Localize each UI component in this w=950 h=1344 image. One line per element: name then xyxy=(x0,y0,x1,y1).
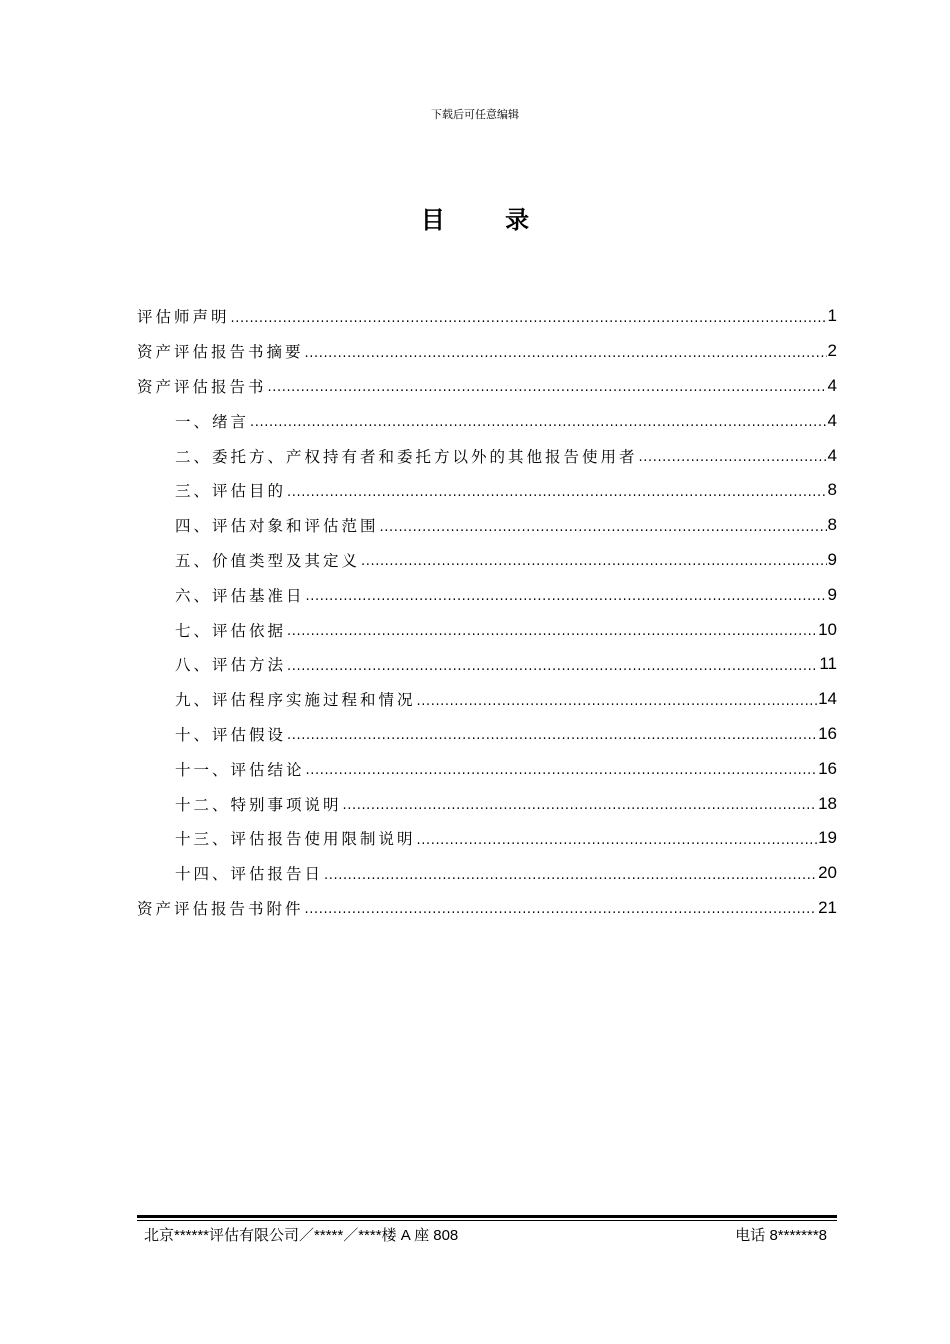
toc-entry-attachments[interactable] xyxy=(137,891,837,926)
toc-entry-methods[interactable] xyxy=(137,647,837,682)
toc-dot-leader xyxy=(287,624,817,639)
toc-entry-report[interactable] xyxy=(137,369,837,404)
toc-entry-page: 16 xyxy=(818,723,837,743)
toc-entry-page: 8 xyxy=(827,480,837,500)
toc-entry-label: 十、评估假设 xyxy=(175,725,287,744)
toc-entry-label: 资产评估报告书摘要 xyxy=(137,343,304,362)
toc-entry-assumptions[interactable] xyxy=(137,717,837,752)
toc-dot-leader xyxy=(343,798,818,813)
toc-entry-label: 十三、评估报告使用限制说明 xyxy=(175,830,416,849)
footer-company-address: 北京******评估有限公司／*****／****楼 A 座 808 xyxy=(144,1227,459,1244)
toc-entry-label: 三、评估目的 xyxy=(175,482,287,501)
toc-entry-label: 十一、评估结论 xyxy=(175,760,305,779)
toc-entry-base-date[interactable] xyxy=(137,577,837,612)
toc-entry-usage-limits[interactable] xyxy=(137,821,837,856)
toc-entry-page: 16 xyxy=(818,758,837,778)
toc-dot-leader xyxy=(250,415,827,430)
toc-entry-label: 四、评估对象和评估范围 xyxy=(175,517,379,536)
toc-entry-page: 8 xyxy=(827,515,837,535)
toc-entry-evaluator-statement[interactable] xyxy=(137,299,837,334)
toc-entry-page: 9 xyxy=(827,549,837,569)
toc-entry-page: 9 xyxy=(827,584,837,604)
toc-dot-leader xyxy=(324,868,817,883)
toc-dot-leader xyxy=(380,520,827,535)
toc-entry-page: 4 xyxy=(827,375,837,395)
toc-entry-procedure[interactable] xyxy=(137,682,837,717)
toc-dot-leader xyxy=(268,380,827,395)
toc-entry-label: 一、绪言 xyxy=(175,412,250,431)
toc-dot-leader xyxy=(305,902,818,917)
toc-entry-report-date[interactable] xyxy=(137,856,837,891)
toc-entry-label: 资产评估报告书附件 xyxy=(137,899,304,918)
toc-entry-label: 资产评估报告书 xyxy=(137,377,267,396)
toc-entry-page: 18 xyxy=(818,793,837,813)
toc-entry-basis[interactable] xyxy=(137,612,837,647)
footer-phone: 电话 8*******8 xyxy=(735,1227,827,1244)
toc-dot-leader xyxy=(287,728,817,743)
toc-entry-page: 14 xyxy=(818,689,837,709)
toc-entry-conclusion[interactable] xyxy=(137,751,837,786)
toc-dot-leader xyxy=(417,833,818,848)
toc-entry-label: 九、评估程序实施过程和情况 xyxy=(175,691,416,710)
toc-entry-label: 二、委托方、产权持有者和委托方以外的其他报告使用者 xyxy=(175,447,638,466)
toc-dot-leader xyxy=(305,346,827,361)
toc-dot-leader xyxy=(639,450,827,465)
toc-entry-page: 19 xyxy=(818,828,837,848)
toc-entry-label: 六、评估基准日 xyxy=(175,586,305,605)
toc-entry-page: 4 xyxy=(827,445,837,465)
toc-entry-page: 20 xyxy=(818,863,837,883)
toc-entry-introduction[interactable] xyxy=(137,403,837,438)
toc-entry-label: 七、评估依据 xyxy=(175,621,287,640)
toc-entry-value-type[interactable] xyxy=(137,543,837,578)
toc-entry-page: 11 xyxy=(819,654,837,674)
toc-entry-label: 评估师声明 xyxy=(137,308,230,327)
toc-dot-leader xyxy=(287,485,827,500)
toc-entry-page: 2 xyxy=(827,341,837,361)
toc-entry-report-summary[interactable] xyxy=(137,334,837,369)
toc-entry-label: 十四、评估报告日 xyxy=(175,865,324,884)
table-of-contents xyxy=(137,299,837,925)
toc-entry-label: 五、价值类型及其定义 xyxy=(175,551,361,570)
toc-entry-page: 21 xyxy=(818,897,837,917)
toc-dot-leader xyxy=(231,311,827,326)
page-title: 目 录 xyxy=(420,206,556,234)
toc-entry-object-scope[interactable] xyxy=(137,508,837,543)
toc-entry-special-matters[interactable] xyxy=(137,786,837,821)
header-note: 下载后可任意编辑 xyxy=(431,108,519,121)
toc-entry-page: 1 xyxy=(827,306,837,326)
toc-entry-purpose[interactable] xyxy=(137,473,837,508)
toc-entry-client-and-users[interactable] xyxy=(137,438,837,473)
toc-dot-leader xyxy=(361,554,827,569)
page-footer xyxy=(144,1224,827,1245)
footer-rule-thick xyxy=(137,1215,837,1218)
toc-entry-page: 10 xyxy=(818,619,837,639)
footer-rule-thin xyxy=(137,1220,837,1221)
toc-entry-label: 八、评估方法 xyxy=(175,656,287,675)
toc-dot-leader xyxy=(306,763,818,778)
toc-dot-leader xyxy=(306,589,827,604)
toc-entry-page: 4 xyxy=(827,410,837,430)
toc-dot-leader xyxy=(287,659,818,674)
toc-entry-label: 十二、特别事项说明 xyxy=(175,795,342,814)
toc-dot-leader xyxy=(417,694,818,709)
